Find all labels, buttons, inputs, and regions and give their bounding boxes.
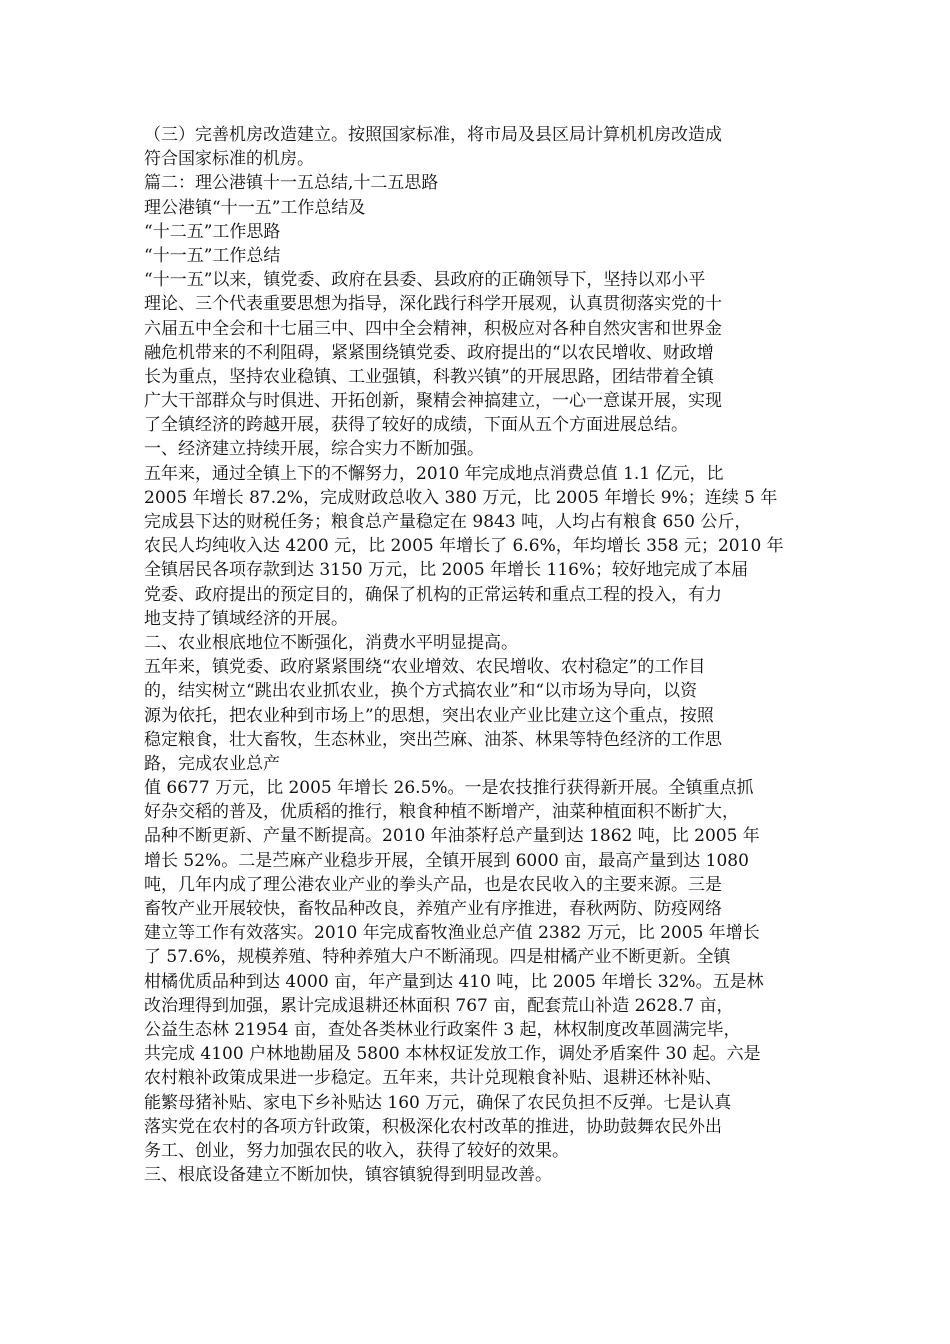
section-heading: 篇二：理公港镇十一五总结,十二五思路 <box>144 173 439 194</box>
text-line: 2005 年增长 87.2%，完成财政总收入 380 万元，比 2005 年增长 9%；连续 5 年 <box>144 487 778 508</box>
text-line: 品种不断更新、产量不断提高。2010 年油茶籽总产量到达 1862 吨，比 2005 年 <box>144 826 760 847</box>
text-line: “十一五”以来，镇党委、政府在县委、县政府的正确领导下，坚持以邓小平 <box>144 270 706 291</box>
text-line: 柑橘优质品种到达 4000 亩，年产量到达 410 吨，比 2005 年增长 32%。五是林 <box>144 971 764 992</box>
text-line: 值 6677 万元，比 2005 年增长 26.5%。一是农技推行获得新开展。全镇重点抓 <box>144 778 754 799</box>
text-line: 全镇居民各项存款到达 3150 万元，比 2005 年增长 116%；较好地完成了本届 <box>144 560 749 581</box>
text-line: 稳定粮食，壮大畜牧，生态林业，突出苎麻、油茶、林果等特色经济的工作思 <box>144 729 722 750</box>
text-line: 了 57.6%，规模养殖、特种养殖大户不断涌现。四是柑橘产业不断更新。全镇 <box>144 947 731 968</box>
text-line: 能繁母猪补贴、家电下乡补贴达 160 万元，确保了农民负担不反弹。七是认真 <box>144 1092 732 1113</box>
text-line: 长为重点，坚持农业稳镇、工业强镇，科教兴镇”的开展思路，团结带着全镇 <box>144 366 714 387</box>
text-line: 融危机带来的不利阻碍，紧紧围绕镇党委、政府提出的“以农民增收、财政增 <box>144 342 714 363</box>
text-line: 源为依托，把农业种到市场上”的思想，突出农业产业比建立这个重点，按照 <box>144 705 714 726</box>
text-line: 理论、三个代表重要思想为指导，深化践行科学开展观，认真贯彻落实党的十 <box>144 294 722 315</box>
text-line: 广大干部群众与时俱进、开拓创新，聚精会神搞建立，一心一意谋开展，实现 <box>144 391 722 412</box>
text-line: 公益生态林 21954 亩，查处各类林业行政案件 3 起，林权制度改革圆满完毕， <box>144 1019 741 1040</box>
text-line: 农村粮补政策成果进一步稳定。五年来，共计兑现粮食补贴、退耕还林补贴、 <box>144 1068 722 1089</box>
title-line: “十二五”工作思路 <box>144 221 281 242</box>
text-line: 吨，几年内成了理公港农业产业的拳头产品，也是农民收入的主要来源。三是 <box>144 874 722 895</box>
text-line: 建立等工作有效落实。2010 年完成畜牧渔业总产值 2382 万元，比 2005 年增长 <box>144 923 760 944</box>
text-line: 路，完成农业总产 <box>144 753 280 774</box>
section-heading: “十一五”工作总结 <box>144 245 281 266</box>
title-line: 理公港镇“十一五”工作总结及 <box>144 197 366 218</box>
text-line: 符合国家标准的机房。 <box>144 149 314 170</box>
text-line: 共完成 4100 户林地勘届及 5800 本林权证发放工作，调处矛盾案件 30 起。六是 <box>144 1044 761 1065</box>
text-line: 五年来，镇党委、政府紧紧围绕“农业增效、农民增收、农村稳定”的工作目 <box>144 657 706 678</box>
section-heading: 三、根底设备建立不断加快，镇容镇貌得到明显改善。 <box>144 1165 552 1186</box>
text-line: 地支持了镇域经济的开展。 <box>144 608 348 629</box>
text-line: 落实党在农村的各项方针政策，积极深化农村改革的推进，协助鼓舞农民外出 <box>144 1116 722 1137</box>
section-heading: 二、农业根底地位不断强化，消费水平明显提高。 <box>144 632 518 653</box>
text-line: 好杂交稻的普及，优质稻的推行，粮食种植不断增产，油菜种植面积不断扩大， <box>144 802 739 823</box>
text-line: 农民人均纯收入达 4200 元，比 2005 年增长了 6.6%，年均增长 358 元；2010 年 <box>144 536 784 557</box>
document-body <box>144 123 810 1187</box>
text-line: （三）完善机房改造建立。按照国家标准，将市局及县区局计算机机房改造成 <box>144 125 722 145</box>
text-line: 增长 52%。二是苎麻产业稳步开展，全镇开展到 6000 亩，最高产量到达 1080 <box>144 850 749 871</box>
text-line: 党委、政府提出的预定目的，确保了机构的正常运转和重点工程的投入，有力 <box>144 584 722 605</box>
text-line: 六届五中全会和十七届三中、四中全会精神，积极应对各种自然灾害和世界金 <box>144 318 722 339</box>
text-line: 的，结实树立“跳出农业抓农业，换个方式搞农业”和“以市场为导向，以资 <box>144 681 698 702</box>
text-line: 改治理得到加强，累计完成退耕还林面积 767 亩，配套荒山补造 2628.7 亩， <box>144 995 734 1016</box>
text-line: 五年来，通过全镇上下的不懈努力，2010 年完成地点消费总值 1.1 亿元，比 <box>144 463 724 484</box>
text-line: 了全镇经济的跨越开展，获得了较好的成绩，下面从五个方面进展总结。 <box>144 415 688 436</box>
text-line: 务工、创业，努力加强农民的收入，获得了较好的效果。 <box>144 1140 569 1161</box>
text-line: 畜牧产业开展较快，畜牧品种改良，养殖产业有序推进，春秋两防、防疫网络 <box>144 899 722 919</box>
section-heading: 一、经济建立持续开展，综合实力不断加强。 <box>144 439 484 460</box>
text-line: 完成县下达的财税任务；粮食总产量稳定在 9843 吨，人均占有粮食 650 公斤， <box>144 512 752 532</box>
